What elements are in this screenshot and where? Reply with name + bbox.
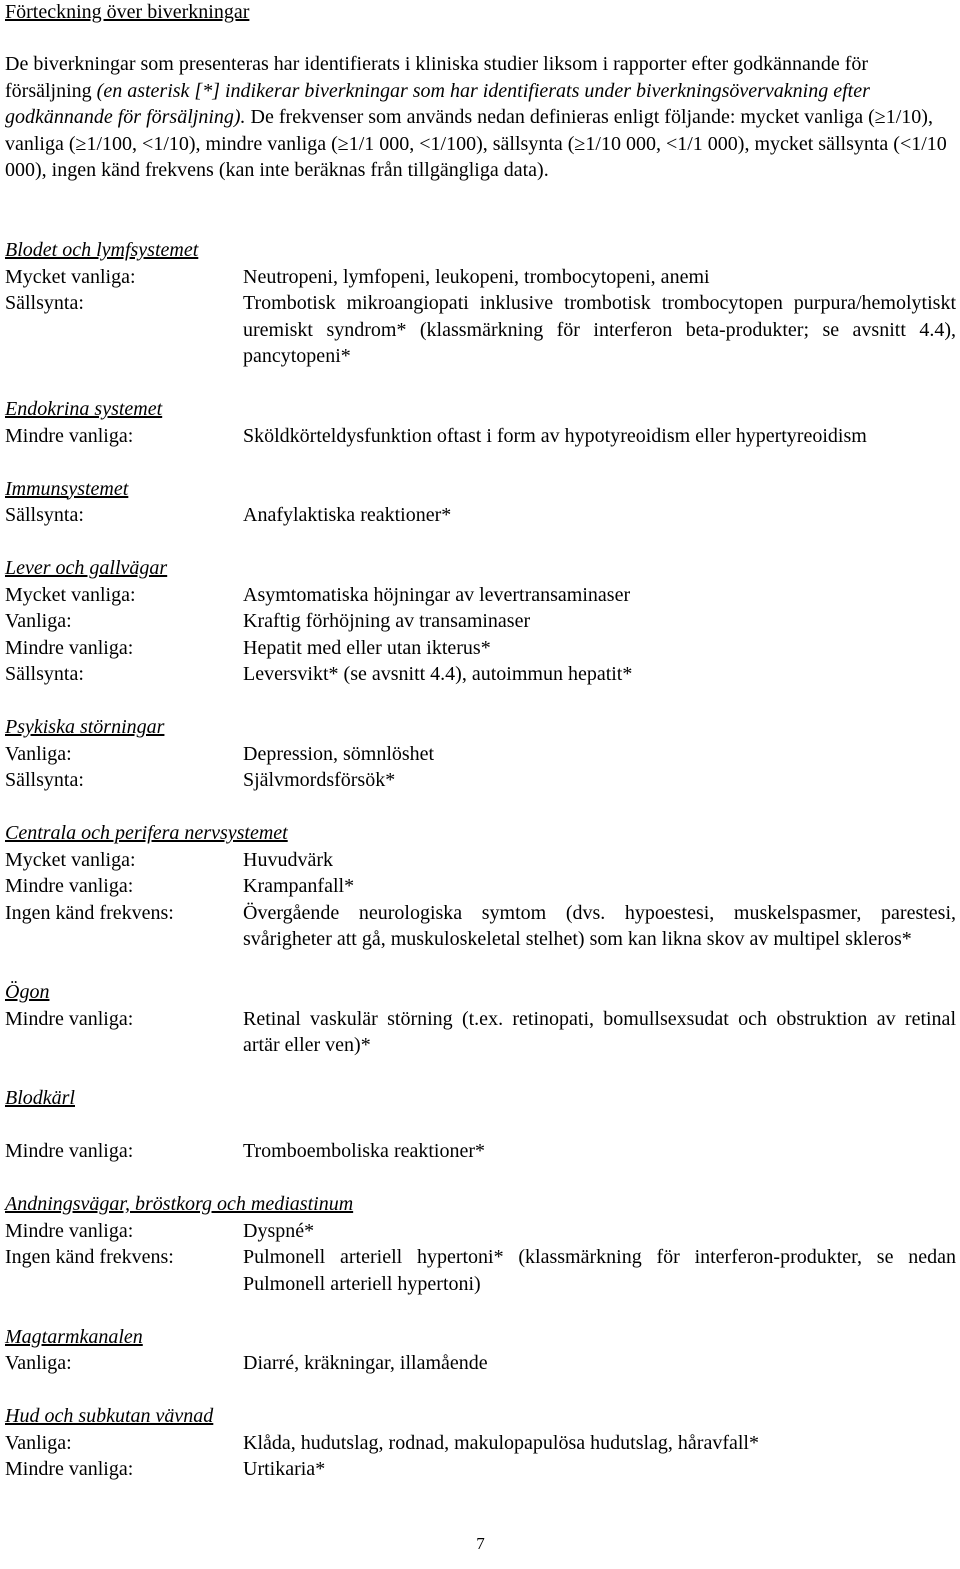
organ-class-section [5,476,956,529]
reaction-description: Sköldkörteldysfunktion oftast i form av hypotyreoidism eller hypertyreoidism [243,424,867,447]
page-number: 7 [476,1534,485,1553]
reaction-description: Depression, sömnlöshet [243,742,435,765]
reaction-description: Klåda, hudutslag, rodnad, makulopapulösa hudutslag, håravfall* [243,1431,759,1454]
reaction-description: Diarré, kräkningar, illamående [243,1352,488,1374]
reaction-description: Krampanfall* [243,875,355,897]
frequency-label: Sällsynta: [5,504,84,526]
frequency-label: Ingen känd frekvens: [5,901,174,924]
frequency-label: Mindre vanliga: [5,636,134,659]
frequency-label: Sällsynta: [5,663,84,685]
organ-class-section [5,1191,956,1297]
frequency-label: Vanliga: [5,610,72,632]
reaction-row [5,290,956,370]
reaction-description: Huvudvärk [243,848,333,871]
reaction-description: Leversvikt* (se avsnitt 4.4), autoimmun hepatit* [243,663,633,685]
frequency-label: Vanliga: [5,742,72,765]
frequency-label: Mindre vanliga: [5,1007,134,1030]
document-title: Förteckning över biverkningar [5,1,250,23]
organ-class-heading: Lever och gallvägar [5,557,168,579]
frequency-label: Vanliga: [5,1352,72,1374]
organ-class-section [5,979,956,1059]
intro-paragraph [5,51,956,184]
frequency-label: Sällsynta: [5,292,84,314]
organ-class-heading: Immunsystemet [5,477,129,500]
organ-class-section [5,1403,956,1483]
organ-class-heading: Endokrina systemet [5,398,163,420]
reaction-row [5,1244,956,1297]
reaction-row [5,1218,956,1245]
reaction-row [5,873,956,900]
organ-class-section [5,820,956,953]
frequency-label: Mycket vanliga: [5,583,136,606]
intro-asterisk-note: (en asterisk [*] indikerar biverkningar som har identifierats under biverkningsövervakning efter godkännande för försäljning). [5,79,870,128]
organ-class-section [5,714,956,794]
reaction-row [5,661,956,688]
organ-class-section [5,1085,956,1165]
frequency-label: Vanliga: [5,1431,72,1454]
reaction-row [5,1138,956,1165]
frequency-label: Mycket vanliga: [5,265,136,288]
frequency-label: Mycket vanliga: [5,848,136,871]
frequency-label: Mindre vanliga: [5,424,134,447]
reaction-description: Trombotisk mikroangiopati inklusive trombotisk trombocytopen purpura/hemolytiskt uremiskt syndrom* (klassmärkning för interferon beta-produkter; se avsnitt 4.4), pancytopeni* [243,292,956,367]
reaction-description: Anafylaktiska reaktioner* [243,504,452,526]
reaction-row [5,264,956,291]
intro-lead: De biverkningar som presenteras har identifierats i kliniska studier liksom i rapporter efter godkännande för försäljning [5,53,869,102]
organ-class-heading: Psykiska störningar [5,716,165,738]
frequency-label: Mindre vanliga: [5,1140,134,1162]
reaction-row [5,1456,956,1483]
reaction-description: Asymtomatiska höjningar av levertransaminaser [243,583,631,606]
frequency-label: Mindre vanliga: [5,875,134,897]
intro-frequency-definitions: De frekvenser som används nedan definieras enligt följande: mycket vanliga (≥1/10), vanliga (≥1/100, <1/10), mindre vanliga (≥1/1 000, <1/100), sällsynta (≥1/10 000, <1/1 000), mycket sällsynta (<1/10 000), ingen känd frekvens (kan inte beräknas från tillgängliga data). [5,106,947,181]
frequency-label: Ingen känd frekvens: [5,1246,174,1268]
reaction-row [5,1006,956,1059]
frequency-label: Mindre vanliga: [5,1219,134,1242]
reaction-description: Pulmonell arteriell hypertoni* (klassmärkning för interferon-produkter, se nedan Pulmonell arteriell hypertoni) [243,1246,956,1295]
frequency-label: Sällsynta: [5,769,84,791]
organ-class-heading: Blodkärl [5,1087,75,1109]
reaction-row [5,847,956,874]
reaction-row [5,741,956,768]
reaction-description: Kraftig förhöjning av transaminaser [243,610,531,632]
reaction-description: Retinal vaskulär störning (t.ex. retinopati, bomullsexsudat och obstruktion av retinal artär eller ven)* [243,1007,956,1056]
organ-class-heading: Hud och subkutan vävnad [5,1405,214,1427]
reaction-row [5,767,956,794]
reaction-description: Tromboemboliska reaktioner* [243,1140,486,1162]
frequency-label: Mindre vanliga: [5,1458,134,1480]
reaction-row [5,900,956,953]
reaction-description: Hepatit med eller utan ikterus* [243,636,491,659]
organ-class-section [5,1324,956,1377]
reaction-row [5,582,956,609]
reaction-description: Urtikaria* [243,1458,326,1480]
organ-class-heading: Andningsvägar, bröstkorg och mediastinum [5,1193,354,1215]
reaction-row [5,502,956,529]
organ-class-section [5,555,956,688]
reaction-description: Neutropeni, lymfopeni, leukopeni, trombocytopeni, anemi [243,265,710,288]
organ-class-heading: Magtarmkanalen [5,1325,143,1348]
reaction-description: Självmordsförsök* [243,769,396,791]
organ-class-heading: Blodet och lymfsystemet [5,239,199,261]
reaction-description: Dyspné* [243,1219,315,1242]
organ-class-section [5,237,956,370]
spacer [5,1112,956,1139]
reaction-row [5,1430,956,1457]
reaction-row [5,1350,956,1377]
organ-class-heading: Centrala och perifera nervsystemet [5,822,288,844]
organ-class-heading: Ögon [5,981,50,1003]
adverse-reactions-list [5,237,956,1509]
reaction-row [5,635,956,662]
reaction-row [5,608,956,635]
reaction-row [5,423,956,450]
organ-class-section [5,396,956,449]
reaction-description: Övergående neurologiska symtom (dvs. hypoestesi, muskelspasmer, parestesi, svårigheter att gå, muskuloskeletal stelhet) som kan likna skov av multipel skleros* [243,901,956,950]
